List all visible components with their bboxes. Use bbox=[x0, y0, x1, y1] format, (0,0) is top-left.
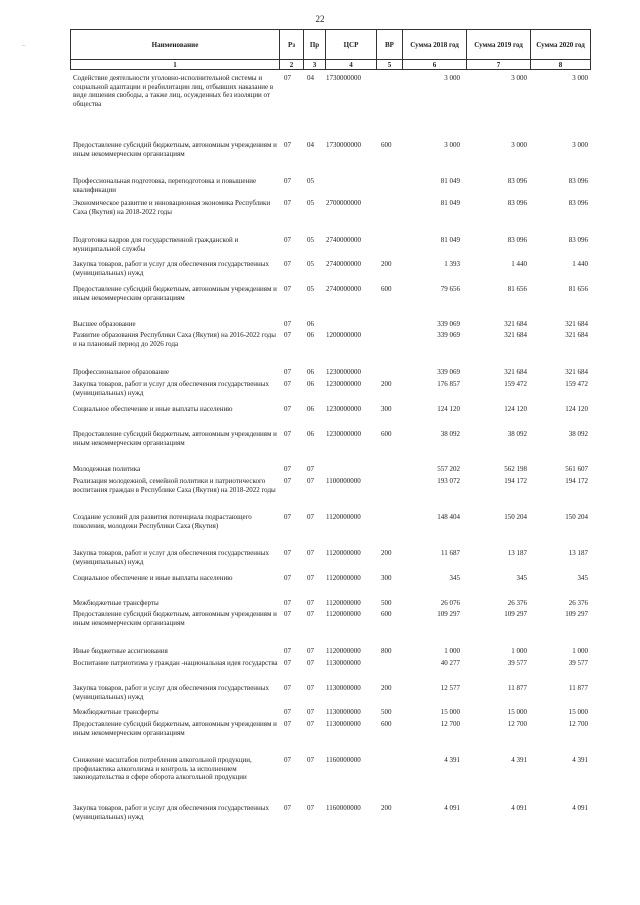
col-number: 5 bbox=[377, 60, 403, 70]
row-name: Высшее образование bbox=[73, 320, 136, 328]
row-vr: 600 bbox=[381, 430, 392, 438]
row-pr: 07 bbox=[307, 720, 314, 728]
row-csr: 1100000000 bbox=[326, 477, 361, 485]
row-sum-2020: 159 472 bbox=[565, 380, 588, 388]
row-sum-2019: 1 000 bbox=[511, 647, 527, 655]
row-csr: 1130000000 bbox=[326, 708, 361, 716]
row-rz: 07 bbox=[284, 199, 291, 207]
row-sum-2020: 39 577 bbox=[568, 659, 588, 667]
row-sum-2018: 339 069 bbox=[437, 368, 460, 376]
row-name: Экономическое развитие и инновационная экономика Республики Саха (Якутия) на 2018-2022 годы bbox=[73, 199, 271, 216]
row-sum-2019: 321 684 bbox=[504, 331, 527, 339]
row-pr: 05 bbox=[307, 260, 314, 268]
row-name: Молодежная политика bbox=[73, 465, 141, 473]
row-sum-2019: 13 187 bbox=[507, 549, 527, 557]
row-rz: 07 bbox=[284, 236, 291, 244]
row-rz: 07 bbox=[284, 659, 291, 667]
row-vr: 500 bbox=[381, 599, 392, 607]
row-sum-2019: 81 656 bbox=[507, 285, 527, 293]
row-sum-2018: 15 000 bbox=[440, 708, 460, 716]
table-header bbox=[70, 29, 591, 70]
row-pr: 07 bbox=[307, 708, 314, 716]
row-rz: 07 bbox=[284, 720, 291, 728]
row-rz: 07 bbox=[284, 331, 291, 339]
row-csr: 1130000000 bbox=[326, 684, 361, 692]
row-sum-2018: 81 049 bbox=[440, 236, 460, 244]
row-name: Воспитание патриотизма у граждан -национальная идея государства bbox=[73, 659, 278, 667]
row-csr: 2740000000 bbox=[326, 260, 361, 268]
margin-mark: – bbox=[22, 43, 25, 49]
row-csr: 1160000000 bbox=[326, 756, 361, 764]
row-sum-2020: 11 877 bbox=[569, 684, 588, 692]
row-csr: 1120000000 bbox=[326, 574, 361, 582]
row-vr: 300 bbox=[381, 405, 392, 413]
row-pr: 07 bbox=[307, 610, 314, 618]
row-name: Развитие образования Республики Саха (Якутия) на 2016-2022 годы и на плановый период до 2026 года bbox=[73, 331, 276, 348]
row-sum-2018: 1 000 bbox=[444, 647, 460, 655]
row-rz: 07 bbox=[284, 285, 291, 293]
row-rz: 07 bbox=[284, 405, 291, 413]
row-rz: 07 bbox=[284, 177, 291, 185]
row-name: Иные бюджетные ассигнования bbox=[73, 647, 168, 655]
row-sum-2019: 321 684 bbox=[504, 320, 527, 328]
row-sum-2020: 13 187 bbox=[568, 549, 588, 557]
col-number: 2 bbox=[280, 60, 304, 70]
row-sum-2018: 11 687 bbox=[441, 549, 460, 557]
row-sum-2018: 557 202 bbox=[437, 465, 460, 473]
row-sum-2019: 194 172 bbox=[504, 477, 527, 485]
row-sum-2019: 3 000 bbox=[511, 74, 527, 82]
row-sum-2019: 12 700 bbox=[507, 720, 527, 728]
row-name: Межбюджетные трансферты bbox=[73, 599, 159, 607]
row-rz: 07 bbox=[284, 804, 291, 812]
row-pr: 06 bbox=[307, 430, 314, 438]
col-number: 6 bbox=[403, 60, 467, 70]
row-sum-2020: 38 092 bbox=[568, 430, 588, 438]
row-sum-2019: 4 091 bbox=[511, 804, 527, 812]
row-name: Закупка товаров, работ и услуг для обеспечения государственных (муниципальных) нужд bbox=[73, 380, 270, 397]
row-sum-2018: 109 297 bbox=[437, 610, 460, 618]
row-rz: 07 bbox=[284, 610, 291, 618]
row-name: Создание условий для развития потенциала подрастающего поколения, молодежи Республики Саха (Якутия) bbox=[73, 513, 252, 530]
row-sum-2020: 345 bbox=[577, 574, 588, 582]
row-sum-2019: 3 000 bbox=[511, 141, 527, 149]
row-sum-2019: 345 bbox=[516, 574, 527, 582]
col-header-name: Наименование bbox=[71, 30, 280, 60]
row-sum-2019: 15 000 bbox=[507, 708, 527, 716]
col-header-rz: Рз bbox=[280, 30, 304, 60]
row-sum-2019: 124 120 bbox=[504, 405, 527, 413]
row-sum-2019: 109 297 bbox=[504, 610, 527, 618]
row-sum-2019: 11 877 bbox=[508, 684, 527, 692]
row-pr: 04 bbox=[307, 141, 314, 149]
row-sum-2020: 561 607 bbox=[565, 465, 588, 473]
row-sum-2019: 159 472 bbox=[504, 380, 527, 388]
row-pr: 05 bbox=[307, 199, 314, 207]
row-csr: 1200000000 bbox=[326, 331, 361, 339]
row-name: Реализация молодежной, семейной политики и патриотического воспитания граждан в Республике Саха (Якутия) на 2018-2022 годы bbox=[73, 477, 276, 494]
row-rz: 07 bbox=[284, 477, 291, 485]
row-name: Содействие деятельности уголовно-исполнительной системы и социальной адаптации и реабилитации лиц, отбывших наказание в виде лишения свободы, а также лиц, осужденных без изоляции от общества bbox=[73, 74, 274, 109]
row-pr: 07 bbox=[307, 647, 314, 655]
row-sum-2020: 3 000 bbox=[572, 74, 588, 82]
row-vr: 200 bbox=[381, 380, 392, 388]
row-vr: 600 bbox=[381, 610, 392, 618]
row-vr: 300 bbox=[381, 574, 392, 582]
col-number: 7 bbox=[467, 60, 531, 70]
row-sum-2018: 339 069 bbox=[437, 320, 460, 328]
row-sum-2019: 83 096 bbox=[507, 177, 527, 185]
row-name: Межбюджетные трансферты bbox=[73, 708, 159, 716]
row-rz: 07 bbox=[284, 320, 291, 328]
row-pr: 07 bbox=[307, 549, 314, 557]
col-header-csr: ЦСР bbox=[326, 30, 377, 60]
row-sum-2018: 12 577 bbox=[440, 684, 460, 692]
row-pr: 07 bbox=[307, 477, 314, 485]
row-pr: 06 bbox=[307, 380, 314, 388]
row-csr: 1120000000 bbox=[326, 610, 361, 618]
row-sum-2020: 83 096 bbox=[568, 199, 588, 207]
row-sum-2019: 83 096 bbox=[507, 236, 527, 244]
row-sum-2018: 124 120 bbox=[437, 405, 460, 413]
row-sum-2020: 321 684 bbox=[565, 320, 588, 328]
row-sum-2020: 1 000 bbox=[572, 647, 588, 655]
row-vr: 200 bbox=[381, 260, 392, 268]
row-csr: 1130000000 bbox=[326, 659, 361, 667]
row-pr: 07 bbox=[307, 684, 314, 692]
row-pr: 05 bbox=[307, 285, 314, 293]
col-header-sum-2019: Сумма 2019 год bbox=[467, 30, 531, 60]
row-sum-2020: 4 391 bbox=[572, 756, 588, 764]
row-csr: 1120000000 bbox=[326, 599, 361, 607]
col-number: 3 bbox=[304, 60, 326, 70]
row-rz: 07 bbox=[284, 430, 291, 438]
row-sum-2018: 1 393 bbox=[444, 260, 460, 268]
row-sum-2020: 3 000 bbox=[572, 141, 588, 149]
row-pr: 06 bbox=[307, 405, 314, 413]
row-name: Предоставление субсидий бюджетным, автономным учреждениям и иным некоммерческим организациям bbox=[73, 141, 277, 158]
row-csr: 1730000000 bbox=[326, 74, 361, 82]
row-name: Социальное обеспечение и иные выплаты населению bbox=[73, 405, 233, 413]
row-vr: 600 bbox=[381, 720, 392, 728]
row-csr: 1230000000 bbox=[326, 368, 361, 376]
row-sum-2020: 15 000 bbox=[568, 708, 588, 716]
row-rz: 07 bbox=[284, 549, 291, 557]
row-sum-2018: 345 bbox=[449, 574, 460, 582]
row-csr: 1120000000 bbox=[326, 513, 361, 521]
row-sum-2018: 4 091 bbox=[444, 804, 460, 812]
row-name: Профессиональное образование bbox=[73, 368, 169, 376]
row-pr: 07 bbox=[307, 756, 314, 764]
row-sum-2018: 176 857 bbox=[437, 380, 460, 388]
row-sum-2020: 194 172 bbox=[565, 477, 588, 485]
col-header-sum-2018: Сумма 2018 год bbox=[403, 30, 467, 60]
col-number: 8 bbox=[531, 60, 591, 70]
row-sum-2020: 4 091 bbox=[572, 804, 588, 812]
row-name: Закупка товаров, работ и услуг для обеспечения государственных (муниципальных) нужд bbox=[73, 549, 270, 566]
row-sum-2019: 83 096 bbox=[507, 199, 527, 207]
row-pr: 07 bbox=[307, 599, 314, 607]
row-sum-2020: 321 684 bbox=[565, 331, 588, 339]
row-vr: 200 bbox=[381, 684, 392, 692]
row-name: Закупка товаров, работ и услуг для обеспечения государственных (муниципальных) нужд bbox=[73, 260, 270, 277]
row-pr: 05 bbox=[307, 177, 314, 185]
col-header-sum-2020: Сумма 2020 год bbox=[531, 30, 591, 60]
row-csr: 1130000000 bbox=[326, 720, 361, 728]
row-sum-2020: 26 376 bbox=[568, 599, 588, 607]
row-csr: 1230000000 bbox=[326, 380, 361, 388]
row-csr: 1160000000 bbox=[326, 804, 361, 812]
row-rz: 07 bbox=[284, 380, 291, 388]
row-csr: 2740000000 bbox=[326, 236, 361, 244]
row-vr: 500 bbox=[381, 708, 392, 716]
row-sum-2020: 83 096 bbox=[568, 236, 588, 244]
page-number: 22 bbox=[315, 14, 325, 24]
row-name: Подготовка кадров для государственной гражданской и муниципальной службы bbox=[73, 236, 239, 253]
col-number: 1 bbox=[71, 60, 280, 70]
row-sum-2018: 26 076 bbox=[440, 599, 460, 607]
row-pr: 06 bbox=[307, 331, 314, 339]
row-pr: 07 bbox=[307, 465, 314, 473]
row-csr: 2740000000 bbox=[326, 285, 361, 293]
row-pr: 07 bbox=[307, 804, 314, 812]
row-sum-2018: 79 656 bbox=[440, 285, 460, 293]
row-pr: 06 bbox=[307, 320, 314, 328]
row-sum-2018: 38 092 bbox=[440, 430, 460, 438]
table-body bbox=[0, 74, 640, 904]
row-csr: 1730000000 bbox=[326, 141, 361, 149]
row-rz: 07 bbox=[284, 599, 291, 607]
row-rz: 07 bbox=[284, 260, 291, 268]
row-sum-2018: 4 391 bbox=[444, 756, 460, 764]
row-csr: 1230000000 bbox=[326, 405, 361, 413]
row-name: Предоставление субсидий бюджетным, автономным учреждениям и иным некоммерческим организациям bbox=[73, 720, 277, 737]
row-sum-2018: 3 000 bbox=[444, 141, 460, 149]
row-pr: 07 bbox=[307, 659, 314, 667]
row-rz: 07 bbox=[284, 141, 291, 149]
row-pr: 05 bbox=[307, 236, 314, 244]
row-name: Предоставление субсидий бюджетным, автономным учреждениям и иным некоммерческим организациям bbox=[73, 430, 277, 447]
row-vr: 800 bbox=[381, 647, 392, 655]
row-sum-2020: 1 440 bbox=[572, 260, 588, 268]
row-name: Социальное обеспечение и иные выплаты населению bbox=[73, 574, 233, 582]
row-vr: 200 bbox=[381, 549, 392, 557]
row-name: Предоставление субсидий бюджетным, автономным учреждениям и иным некоммерческим организациям bbox=[73, 610, 277, 627]
row-rz: 07 bbox=[284, 74, 291, 82]
row-sum-2018: 81 049 bbox=[440, 199, 460, 207]
row-pr: 07 bbox=[307, 513, 314, 521]
row-rz: 07 bbox=[284, 513, 291, 521]
row-vr: 600 bbox=[381, 141, 392, 149]
row-sum-2019: 39 577 bbox=[507, 659, 527, 667]
row-rz: 07 bbox=[284, 647, 291, 655]
row-rz: 07 bbox=[284, 574, 291, 582]
row-sum-2019: 1 440 bbox=[511, 260, 527, 268]
row-name: Предоставление субсидий бюджетным, автономным учреждениям и иным некоммерческим организациям bbox=[73, 285, 277, 302]
row-csr: 1230000000 bbox=[326, 430, 361, 438]
row-sum-2020: 109 297 bbox=[565, 610, 588, 618]
row-name: Закупка товаров, работ и услуг для обеспечения государственных (муниципальных) нужд bbox=[73, 804, 270, 821]
col-header-vr: ВР bbox=[377, 30, 403, 60]
row-sum-2019: 26 376 bbox=[507, 599, 527, 607]
col-header-pr: Пр bbox=[304, 30, 326, 60]
row-sum-2019: 321 684 bbox=[504, 368, 527, 376]
row-pr: 07 bbox=[307, 574, 314, 582]
row-sum-2018: 81 049 bbox=[440, 177, 460, 185]
row-pr: 04 bbox=[307, 74, 314, 82]
row-pr: 06 bbox=[307, 368, 314, 376]
row-sum-2020: 81 656 bbox=[568, 285, 588, 293]
row-sum-2020: 321 684 bbox=[565, 368, 588, 376]
row-rz: 07 bbox=[284, 368, 291, 376]
row-sum-2019: 4 391 bbox=[511, 756, 527, 764]
row-name: Закупка товаров, работ и услуг для обеспечения государственных (муниципальных) нужд bbox=[73, 684, 270, 701]
col-number: 4 bbox=[326, 60, 377, 70]
row-sum-2020: 124 120 bbox=[565, 405, 588, 413]
row-csr: 1120000000 bbox=[326, 647, 361, 655]
row-sum-2020: 12 700 bbox=[568, 720, 588, 728]
row-sum-2019: 150 204 bbox=[504, 513, 527, 521]
row-rz: 07 bbox=[284, 465, 291, 473]
row-sum-2019: 38 092 bbox=[507, 430, 527, 438]
row-vr: 600 bbox=[381, 285, 392, 293]
row-csr: 1120000000 bbox=[326, 549, 361, 557]
row-sum-2018: 193 072 bbox=[437, 477, 460, 485]
row-rz: 07 bbox=[284, 756, 291, 764]
row-name: Профессиональная подготовка, переподготовка и повышение квалификации bbox=[73, 177, 257, 194]
row-csr: 2700000000 bbox=[326, 199, 361, 207]
row-sum-2018: 40 277 bbox=[440, 659, 460, 667]
row-sum-2018: 3 000 bbox=[444, 74, 460, 82]
row-rz: 07 bbox=[284, 708, 291, 716]
row-vr: 200 bbox=[381, 804, 392, 812]
row-sum-2020: 83 096 bbox=[568, 177, 588, 185]
row-rz: 07 bbox=[284, 684, 291, 692]
row-sum-2018: 148 404 bbox=[437, 513, 460, 521]
row-name: Снижение масштабов потребления алкогольной продукции, профилактика алкоголизма и контроль за исполнением законодательства в сфере оборота алкогольной продукции bbox=[73, 756, 252, 782]
row-sum-2019: 562 198 bbox=[504, 465, 527, 473]
row-sum-2018: 12 700 bbox=[440, 720, 460, 728]
row-sum-2018: 339 069 bbox=[437, 331, 460, 339]
row-sum-2020: 150 204 bbox=[565, 513, 588, 521]
